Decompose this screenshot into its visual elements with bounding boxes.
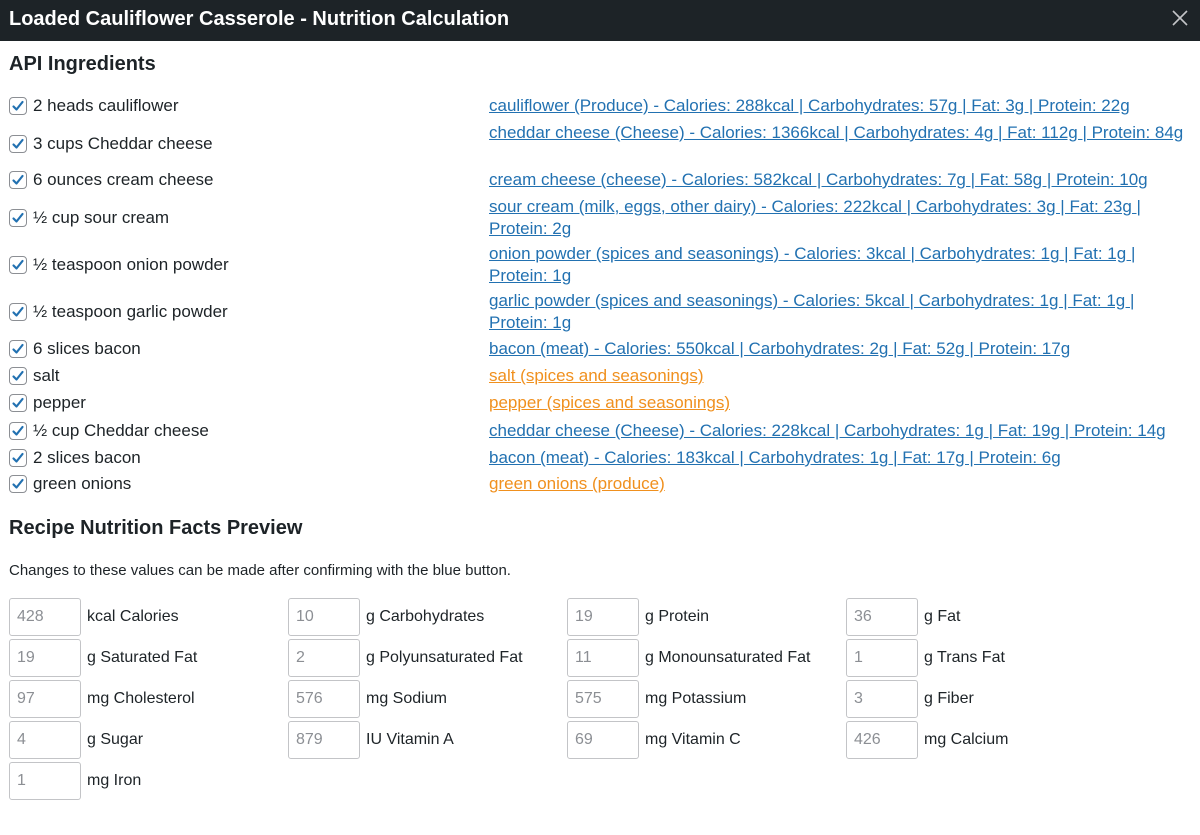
nutrition-unit-label: g Fat — [924, 608, 961, 625]
checkmark-icon — [11, 396, 25, 410]
nutrition-value-input[interactable] — [288, 639, 360, 677]
dialog-title: Loaded Cauliflower Casserole - Nutrition Calculation — [9, 8, 510, 30]
checkmark-icon — [11, 369, 25, 383]
ingredient-name: salt — [33, 366, 60, 385]
nutrition-unit-label: g Trans Fat — [924, 649, 1005, 666]
ingredient-row — [0, 290, 1200, 334]
nutrition-value-input[interactable] — [567, 721, 639, 759]
nutrition-value-input[interactable] — [288, 680, 360, 718]
nutrition-unit-label: mg Potassium — [645, 690, 747, 707]
ingredient-name: green onions — [33, 474, 132, 493]
ingredient-checkbox[interactable] — [9, 171, 27, 189]
nutrition-value-input[interactable] — [567, 680, 639, 718]
nutrition-value-input[interactable] — [567, 598, 639, 636]
ingredient-name-cell — [9, 95, 179, 117]
ingredient-row — [0, 420, 1200, 442]
ingredient-name: ½ cup Cheddar cheese — [33, 421, 209, 440]
nutrition-value-input[interactable] — [9, 598, 81, 636]
nutrition-unit-label: g Polyunsaturated Fat — [366, 649, 523, 666]
ingredient-checkbox[interactable] — [9, 209, 27, 227]
ingredient-checkbox[interactable] — [9, 367, 27, 385]
ingredient-row — [0, 196, 1200, 240]
ingredient-row — [0, 447, 1200, 469]
checkmark-icon — [11, 137, 25, 151]
ingredient-row — [0, 169, 1200, 191]
ingredient-match-link[interactable]: cauliflower (Produce) - Calories: 288kcal | Carbohydrates: 57g | Fat: 3g | Protein: 22g — [489, 96, 1130, 115]
ingredient-match-link[interactable]: sour cream (milk, eggs, other dairy) - Calories: 222kcal | Carbohydrates: 3g | Fat: 23g | Protein: 2g — [489, 197, 1141, 238]
ingredient-checkbox[interactable] — [9, 340, 27, 358]
ingredient-name: ½ teaspoon garlic powder — [33, 302, 228, 321]
ingredient-name: 6 ounces cream cheese — [33, 170, 214, 189]
ingredient-name-cell — [9, 122, 213, 166]
nutrition-unit-label: mg Vitamin C — [645, 731, 741, 748]
ingredient-checkbox[interactable] — [9, 135, 27, 153]
ingredient-match-link[interactable]: garlic powder (spices and seasonings) - Calories: 5kcal | Carbohydrates: 1g | Fat: 1g | Protein: 1g — [489, 291, 1135, 332]
ingredient-row — [0, 338, 1200, 360]
ingredient-match-link[interactable]: pepper (spices and seasonings) — [489, 393, 730, 412]
ingredient-name: 3 cups Cheddar cheese — [33, 134, 213, 153]
nutrition-unit-label: g Fiber — [924, 690, 974, 707]
ingredient-match-link[interactable]: green onions (produce) — [489, 474, 665, 493]
ingredient-name: ½ cup sour cream — [33, 208, 170, 227]
nutrition-value-input[interactable] — [9, 680, 81, 718]
ingredient-row — [0, 122, 1200, 166]
ingredient-checkbox[interactable] — [9, 475, 27, 493]
nutrition-unit-label: IU Vitamin A — [366, 731, 454, 748]
ingredient-name: 2 heads cauliflower — [33, 96, 179, 115]
ingredient-checkbox[interactable] — [9, 256, 27, 274]
nutrition-unit-label: g Saturated Fat — [87, 649, 198, 666]
nutrition-unit-label: mg Sodium — [366, 690, 447, 707]
ingredient-match-link[interactable]: onion powder (spices and seasonings) - Calories: 3kcal | Carbohydrates: 1g | Fat: 1g | Protein: 1g — [489, 244, 1136, 285]
nutrition-value-input[interactable] — [846, 680, 918, 718]
checkmark-icon — [11, 305, 25, 319]
checkmark-icon — [11, 211, 25, 225]
ingredient-match-link[interactable]: bacon (meat) - Calories: 183kcal | Carbohydrates: 1g | Fat: 17g | Protein: 6g — [489, 448, 1061, 467]
nutrition-value-input[interactable] — [9, 762, 81, 800]
checkmark-icon — [11, 99, 25, 113]
ingredient-match-link[interactable]: bacon (meat) - Calories: 550kcal | Carbohydrates: 2g | Fat: 52g | Protein: 17g — [489, 339, 1071, 358]
ingredient-row — [0, 392, 1200, 414]
ingredient-checkbox[interactable] — [9, 422, 27, 440]
ingredient-name: pepper — [33, 393, 86, 412]
nutrition-unit-label: kcal Calories — [87, 608, 179, 625]
nutrition-unit-label: mg Iron — [87, 772, 142, 789]
ingredient-match-link[interactable]: cream cheese (cheese) - Calories: 582kcal | Carbohydrates: 7g | Fat: 58g | Protein: 10g — [489, 170, 1148, 189]
nutrition-unit-label: g Carbohydrates — [366, 608, 485, 625]
nutrition-value-input[interactable] — [846, 721, 918, 759]
nutrition-value-input[interactable] — [846, 639, 918, 677]
close-icon[interactable] — [1168, 6, 1192, 30]
nutrition-value-input[interactable] — [9, 721, 81, 759]
ingredient-row — [0, 473, 1200, 495]
checkmark-icon — [11, 451, 25, 465]
ingredient-name-cell — [9, 338, 141, 360]
ingredient-name: 2 slices bacon — [33, 448, 141, 467]
ingredient-row — [0, 365, 1200, 387]
ingredient-name-cell — [9, 447, 141, 469]
ingredient-match-link[interactable]: cheddar cheese (Cheese) - Calories: 228kcal | Carbohydrates: 1g | Fat: 19g | Protein: 14g — [489, 421, 1166, 440]
checkmark-icon — [11, 477, 25, 491]
nutrition-unit-label: g Protein — [645, 608, 710, 625]
ingredient-name: ½ teaspoon onion powder — [33, 255, 229, 274]
nutrition-value-input[interactable] — [9, 639, 81, 677]
ingredient-name: 6 slices bacon — [33, 339, 141, 358]
nutrition-unit-label: g Sugar — [87, 731, 144, 748]
api-ingredients-heading: API Ingredients — [9, 53, 156, 75]
ingredient-row — [0, 95, 1200, 117]
ingredient-name-cell — [9, 243, 229, 287]
ingredient-name-cell — [9, 365, 59, 387]
nutrition-value-input[interactable] — [567, 639, 639, 677]
nutrition-unit-label: g Monounsaturated Fat — [645, 649, 811, 666]
ingredient-match-link[interactable]: cheddar cheese (Cheese) - Calories: 1366kcal | Carbohydrates: 4g | Fat: 112g | Protein: 84g — [489, 123, 1184, 142]
checkmark-icon — [11, 424, 25, 438]
ingredient-name-cell — [9, 392, 86, 414]
nutrition-value-input[interactable] — [288, 598, 360, 636]
nutrition-unit-label: mg Cholesterol — [87, 690, 195, 707]
ingredient-name-cell — [9, 169, 214, 191]
nutrition-preview-heading: Recipe Nutrition Facts Preview — [9, 517, 303, 539]
ingredient-checkbox[interactable] — [9, 449, 27, 467]
nutrition-note: Changes to these values can be made after confirming with the blue button. — [9, 562, 511, 579]
ingredient-checkbox[interactable] — [9, 97, 27, 115]
ingredient-name-cell — [9, 196, 169, 240]
nutrition-value-input[interactable] — [846, 598, 918, 636]
nutrition-value-input[interactable] — [288, 721, 360, 759]
dialog-titlebar — [0, 0, 1200, 41]
ingredient-name-cell — [9, 420, 209, 442]
ingredient-checkbox[interactable] — [9, 303, 27, 321]
checkmark-icon — [11, 258, 25, 272]
ingredient-match-link[interactable]: salt (spices and seasonings) — [489, 366, 704, 385]
checkmark-icon — [11, 342, 25, 356]
ingredient-checkbox[interactable] — [9, 394, 27, 412]
checkmark-icon — [11, 173, 25, 187]
ingredient-row — [0, 243, 1200, 287]
ingredient-name-cell — [9, 473, 131, 495]
nutrition-unit-label: mg Calcium — [924, 731, 1009, 748]
ingredient-name-cell — [9, 290, 228, 334]
